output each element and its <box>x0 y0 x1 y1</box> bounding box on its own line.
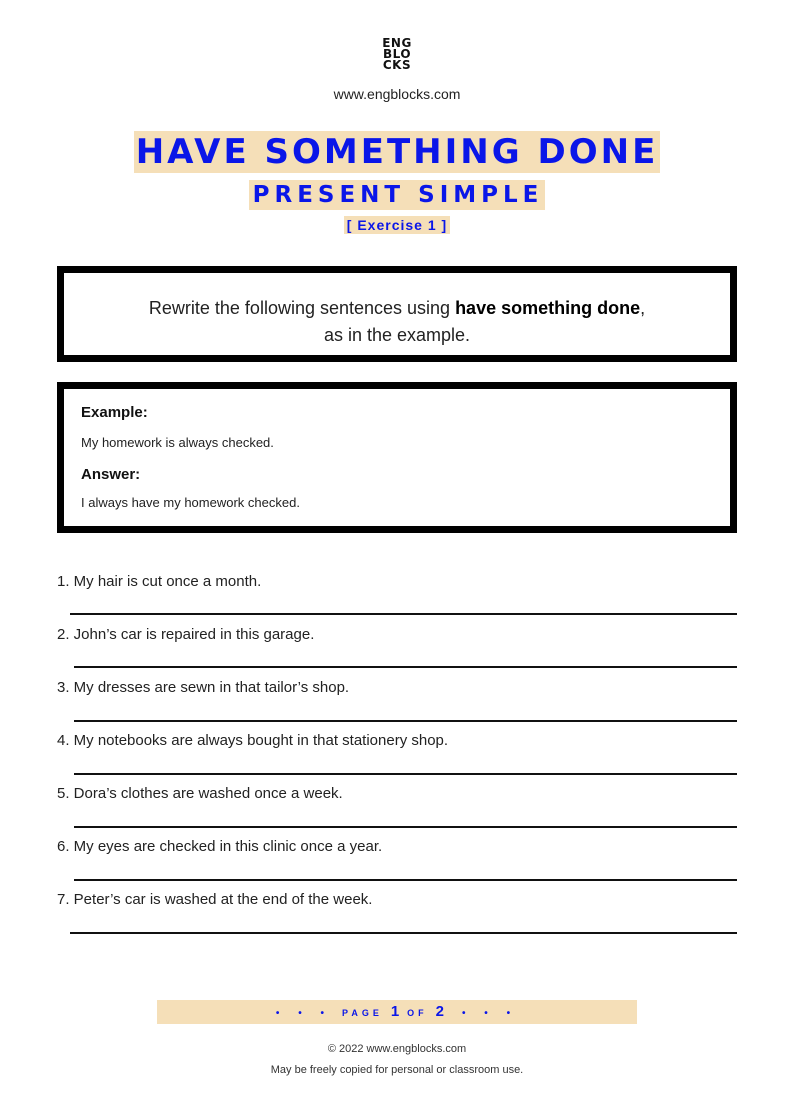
answer-line-7[interactable] <box>70 932 737 934</box>
copyright-text: © 2022 www.engblocks.com <box>327 1043 467 1055</box>
instruction-text: Rewrite the following sentences using <box>148 298 456 318</box>
exercise-label: [ Exercise 1 ] <box>344 216 450 234</box>
page-title: HAVE SOMETHING DONE <box>135 132 659 172</box>
pagination-of-word: OF <box>407 1008 428 1018</box>
pagination-page-word: PAGE <box>341 1008 383 1018</box>
instruction-line-2: as in the example. <box>323 325 471 345</box>
answer-line-5[interactable] <box>74 826 737 828</box>
answer-text: I always have my homework checked. <box>81 495 300 510</box>
pagination-total: 2 <box>435 1003 445 1020</box>
question-6: 6. My eyes are checked in this clinic once a year. <box>57 838 383 855</box>
site-url[interactable]: www.engblocks.com <box>333 86 461 102</box>
page-subtitle: PRESENT SIMPLE <box>249 180 546 210</box>
instruction-bold: have something done <box>455 298 641 318</box>
pagination-current: 1 <box>390 1003 400 1020</box>
instruction-box <box>57 266 737 362</box>
logo-line: BLO <box>382 47 412 61</box>
question-1: 1. My hair is cut once a month. <box>57 573 262 590</box>
answer-line-1[interactable] <box>70 613 737 615</box>
pagination-dots-left: • • • <box>275 1008 332 1019</box>
answer-line-6[interactable] <box>74 879 737 881</box>
question-5: 5. Dora’s clothes are washed once a week. <box>57 785 343 802</box>
example-text: My homework is always checked. <box>81 435 274 450</box>
question-4: 4. My notebooks are always bought in that stationery shop. <box>57 732 449 749</box>
example-box <box>57 382 737 533</box>
pagination-bar <box>157 1000 637 1024</box>
logo-line: CKS <box>382 58 412 72</box>
answer-line-4[interactable] <box>74 773 737 775</box>
question-7: 7. Peter’s car is washed at the end of the week. <box>57 891 373 908</box>
pagination-dots-right: • • • <box>462 1008 519 1019</box>
answer-line-2[interactable] <box>74 666 737 668</box>
question-3: 3. My dresses are sewn in that tailor’s shop. <box>57 679 350 696</box>
answer-label: Answer: <box>81 466 141 483</box>
answer-line-3[interactable] <box>74 720 737 722</box>
instruction-comma: , <box>640 298 646 318</box>
license-text: May be freely copied for personal or classroom use. <box>270 1064 524 1076</box>
example-label: Example: <box>81 404 148 421</box>
question-2: 2. John’s car is repaired in this garage. <box>57 626 315 643</box>
logo-line: ENG <box>382 36 412 50</box>
engblocks-logo <box>0 38 794 71</box>
